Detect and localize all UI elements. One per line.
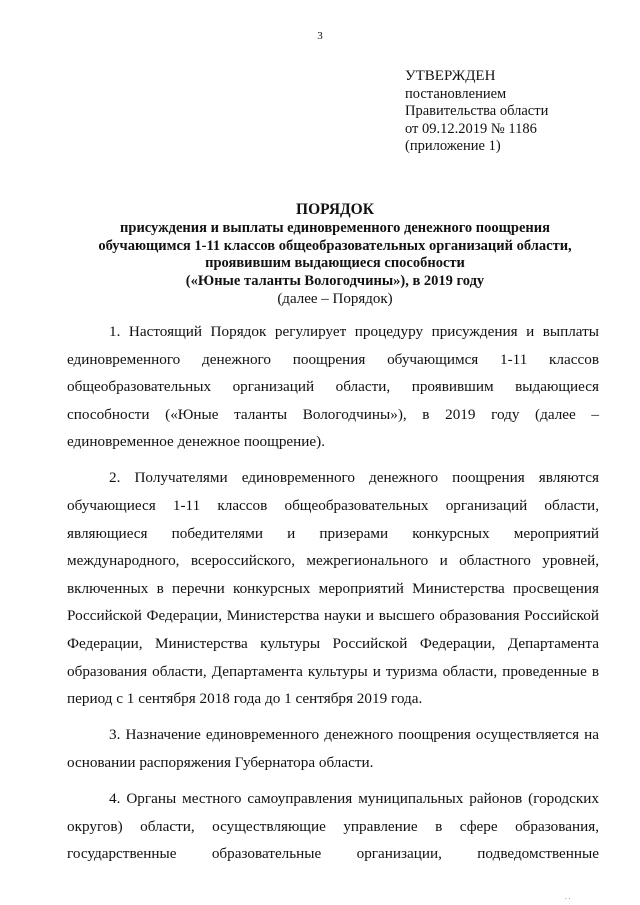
- approval-line: от 09.12.2019 № 1186: [405, 120, 537, 137]
- text-line: единовременное денежное поощрение).: [67, 433, 326, 451]
- text-line: государственные образовательные организации, подведомственные: [67, 845, 599, 863]
- approval-line: (приложение 1): [405, 138, 501, 154]
- text-line: период с 1 сентября 2018 года до 1 сентября 2019 года.: [67, 690, 423, 708]
- document-title: ПОРЯДОК: [296, 201, 374, 218]
- text-line: способности («Юные таланты Вологодчины»), в 2019 году (далее –: [67, 405, 599, 423]
- approval-heading: УТВЕРЖДЕН: [405, 68, 496, 84]
- text-line: общеобразовательных организаций области, проявившим выдающиеся: [67, 378, 599, 396]
- text-line: 4. Органы местного самоуправления муниципальных районов (городских: [109, 790, 599, 807]
- approval-stamp-block: [405, 68, 548, 156]
- text-line: образования области, Департамента культуры и туризма области, проведенные в: [67, 662, 599, 680]
- document-title-note: (далее – Порядок): [277, 291, 393, 307]
- document-body: [67, 318, 599, 876]
- text-line: округов) области, осуществляющие управление в сфере образования,: [67, 817, 599, 835]
- text-line: Федерации, Министерства культуры Российской Федерации, Департамента: [67, 635, 599, 653]
- paragraph-4: [67, 785, 599, 868]
- document-subtitle-line: проявившим выдающиеся способности: [205, 255, 465, 271]
- text-line: Российской Федерации, Министерства науки и высшего образования Российской: [67, 607, 599, 625]
- text-line: обучающиеся 1-11 классов общеобразовательных организаций области,: [67, 497, 599, 515]
- text-line: единовременного денежного поощрения обучающимся 1-11 классов: [67, 350, 599, 368]
- text-line: 3. Назначение единовременного денежного поощрения осуществляется на: [109, 726, 599, 744]
- paragraph-1: [67, 318, 599, 456]
- approval-line: постановлением: [405, 85, 507, 102]
- text-line: 1. Настоящий Порядок регулирует процедуру присуждения и выплаты: [109, 323, 599, 340]
- text-line: международного, всероссийского, межрегионального и областного уровней,: [67, 552, 599, 570]
- document-subtitle-line: («Юные таланты Вологодчины»), в 2019 году: [185, 272, 485, 289]
- scan-marks: . .: [565, 893, 571, 901]
- text-line: являющиеся победителями и призерами конкурсных мероприятий: [67, 524, 599, 542]
- paragraph-2: [67, 464, 599, 712]
- document-subtitle-line: присуждения и выплаты единовременного денежного поощрения: [120, 220, 550, 236]
- page-number: 3: [317, 30, 323, 42]
- document-subtitle-line: обучающимся 1-11 классов общеобразовательных организаций области,: [98, 237, 572, 254]
- text-line: 2. Получателями единовременного денежного поощрения являются: [109, 469, 599, 487]
- document-title-block: [30, 200, 640, 308]
- approval-line: Правительства области: [405, 103, 549, 119]
- paragraph-3: [67, 721, 599, 776]
- text-line: основании распоряжения Губернатора области.: [67, 753, 374, 771]
- text-line: включенных в перечни конкурсных мероприятий Министерства просвещения: [67, 579, 599, 597]
